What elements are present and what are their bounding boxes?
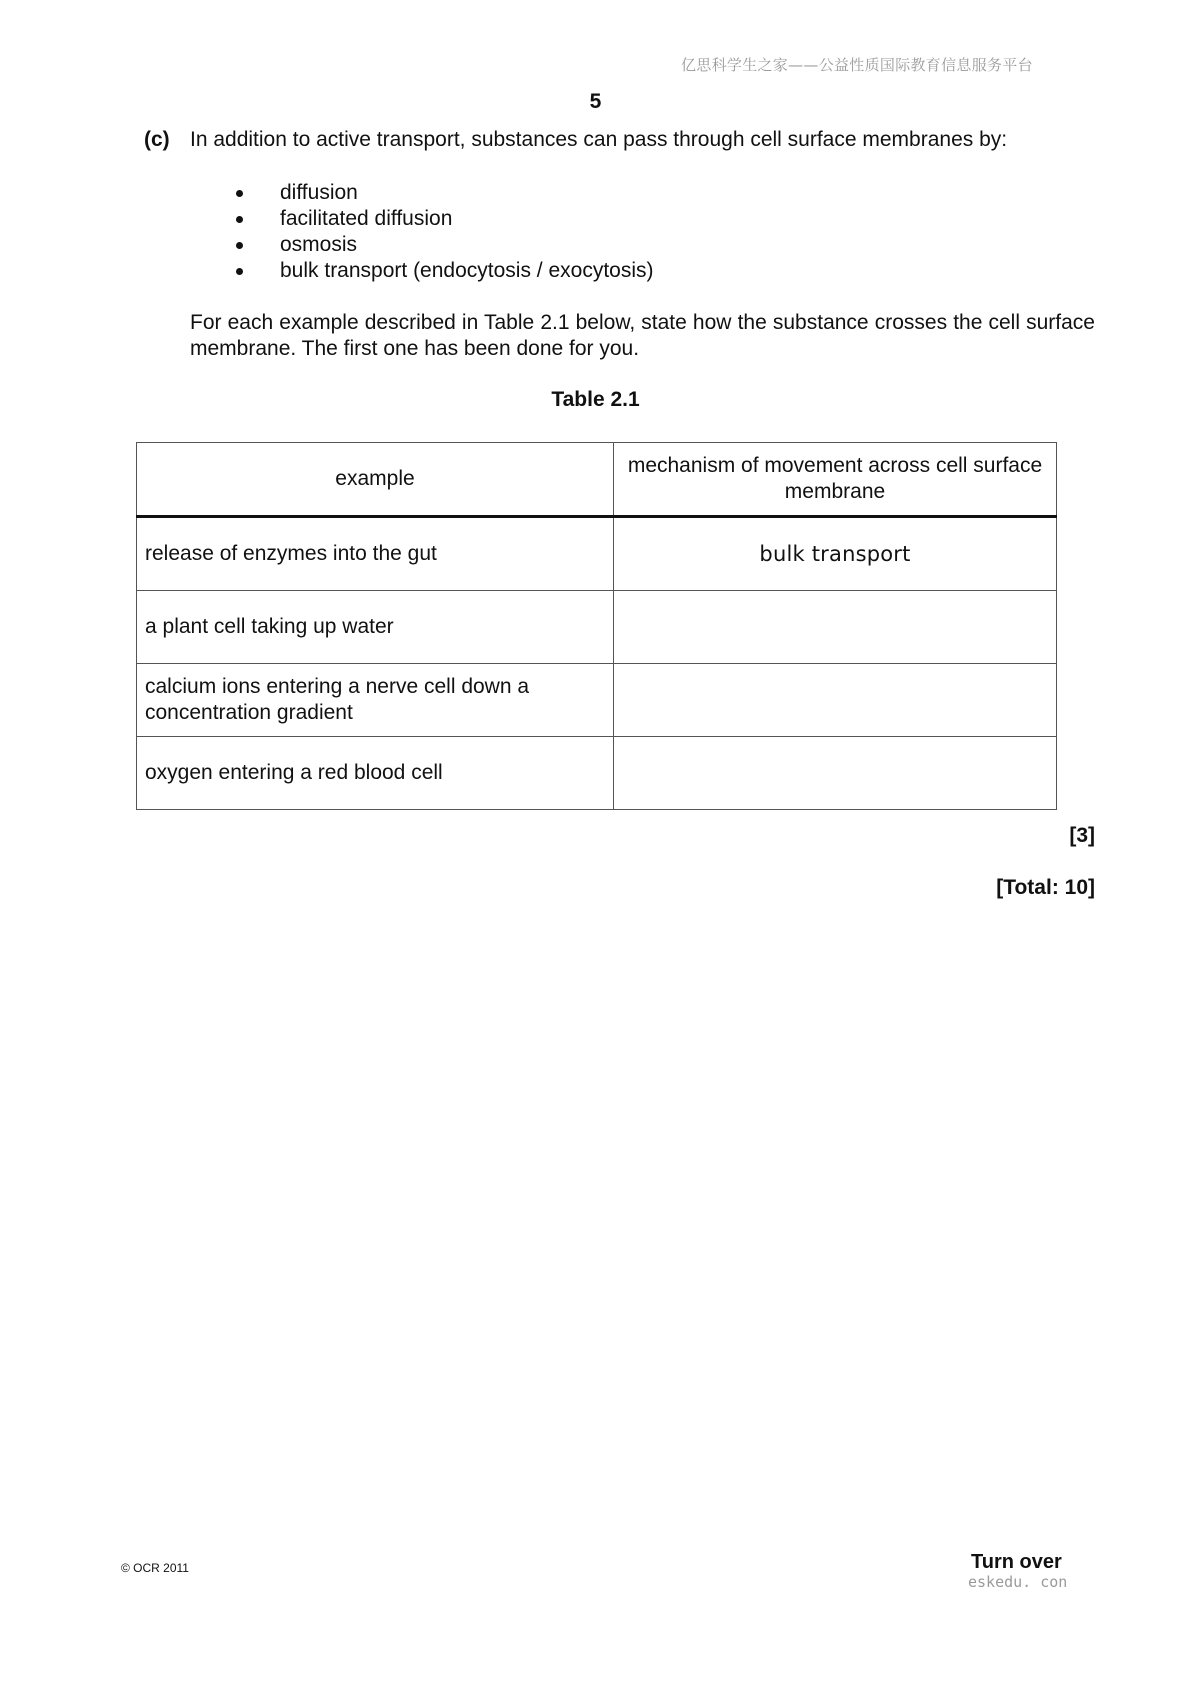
watermark-text: 亿思科学生之家——公益性质国际教育信息服务平台 xyxy=(681,56,1033,74)
turn-over-label: Turn over xyxy=(971,1551,1062,1573)
header-mechanism: mechanism of movement across cell surface membrane xyxy=(614,443,1057,517)
bullet-icon xyxy=(236,216,243,223)
table-row xyxy=(137,737,1057,810)
table-row xyxy=(137,517,1057,591)
bullet-icon xyxy=(236,268,243,275)
question-instruction: For each example described in Table 2.1 below, state how the substance crosses the cell surface membrane. The first one has been done for you. xyxy=(190,311,1095,360)
example-cell: release of enzymes into the gut xyxy=(137,517,614,591)
total-marks-label: [Total: 10] xyxy=(996,876,1095,899)
answer-table xyxy=(136,442,1057,810)
example-cell: oxygen entering a red blood cell xyxy=(137,737,614,810)
bullet-icon xyxy=(236,242,243,249)
example-cell: a plant cell taking up water xyxy=(137,591,614,664)
example-cell: calcium ions entering a nerve cell down a concentration gradient xyxy=(137,664,614,737)
table-header-row xyxy=(137,443,1057,517)
list-item-text: diffusion xyxy=(280,181,358,204)
header-example: example xyxy=(137,443,614,517)
table-row xyxy=(137,591,1057,664)
copyright-notice: © OCR 2011 xyxy=(121,1561,189,1575)
marks-label: [3] xyxy=(1069,824,1095,847)
answer-cell[interactable] xyxy=(614,737,1057,810)
list-item-text: facilitated diffusion xyxy=(280,207,453,230)
list-item-text: bulk transport (endocytosis / exocytosis) xyxy=(280,259,654,282)
answer-cell[interactable] xyxy=(614,591,1057,664)
footer-site-text: eskedu. con xyxy=(968,1573,1068,1591)
answer-cell[interactable] xyxy=(614,664,1057,737)
question-intro: In addition to active transport, substances can pass through cell surface membranes by: xyxy=(190,128,1008,151)
table-row xyxy=(137,664,1057,737)
bullet-icon xyxy=(236,190,243,197)
question-part-label: (c) xyxy=(144,128,170,151)
table-caption: Table 2.1 xyxy=(551,388,640,411)
list-item-text: osmosis xyxy=(280,233,358,256)
page-number: 5 xyxy=(589,90,602,113)
answer-cell: bulk transport xyxy=(614,517,1057,591)
